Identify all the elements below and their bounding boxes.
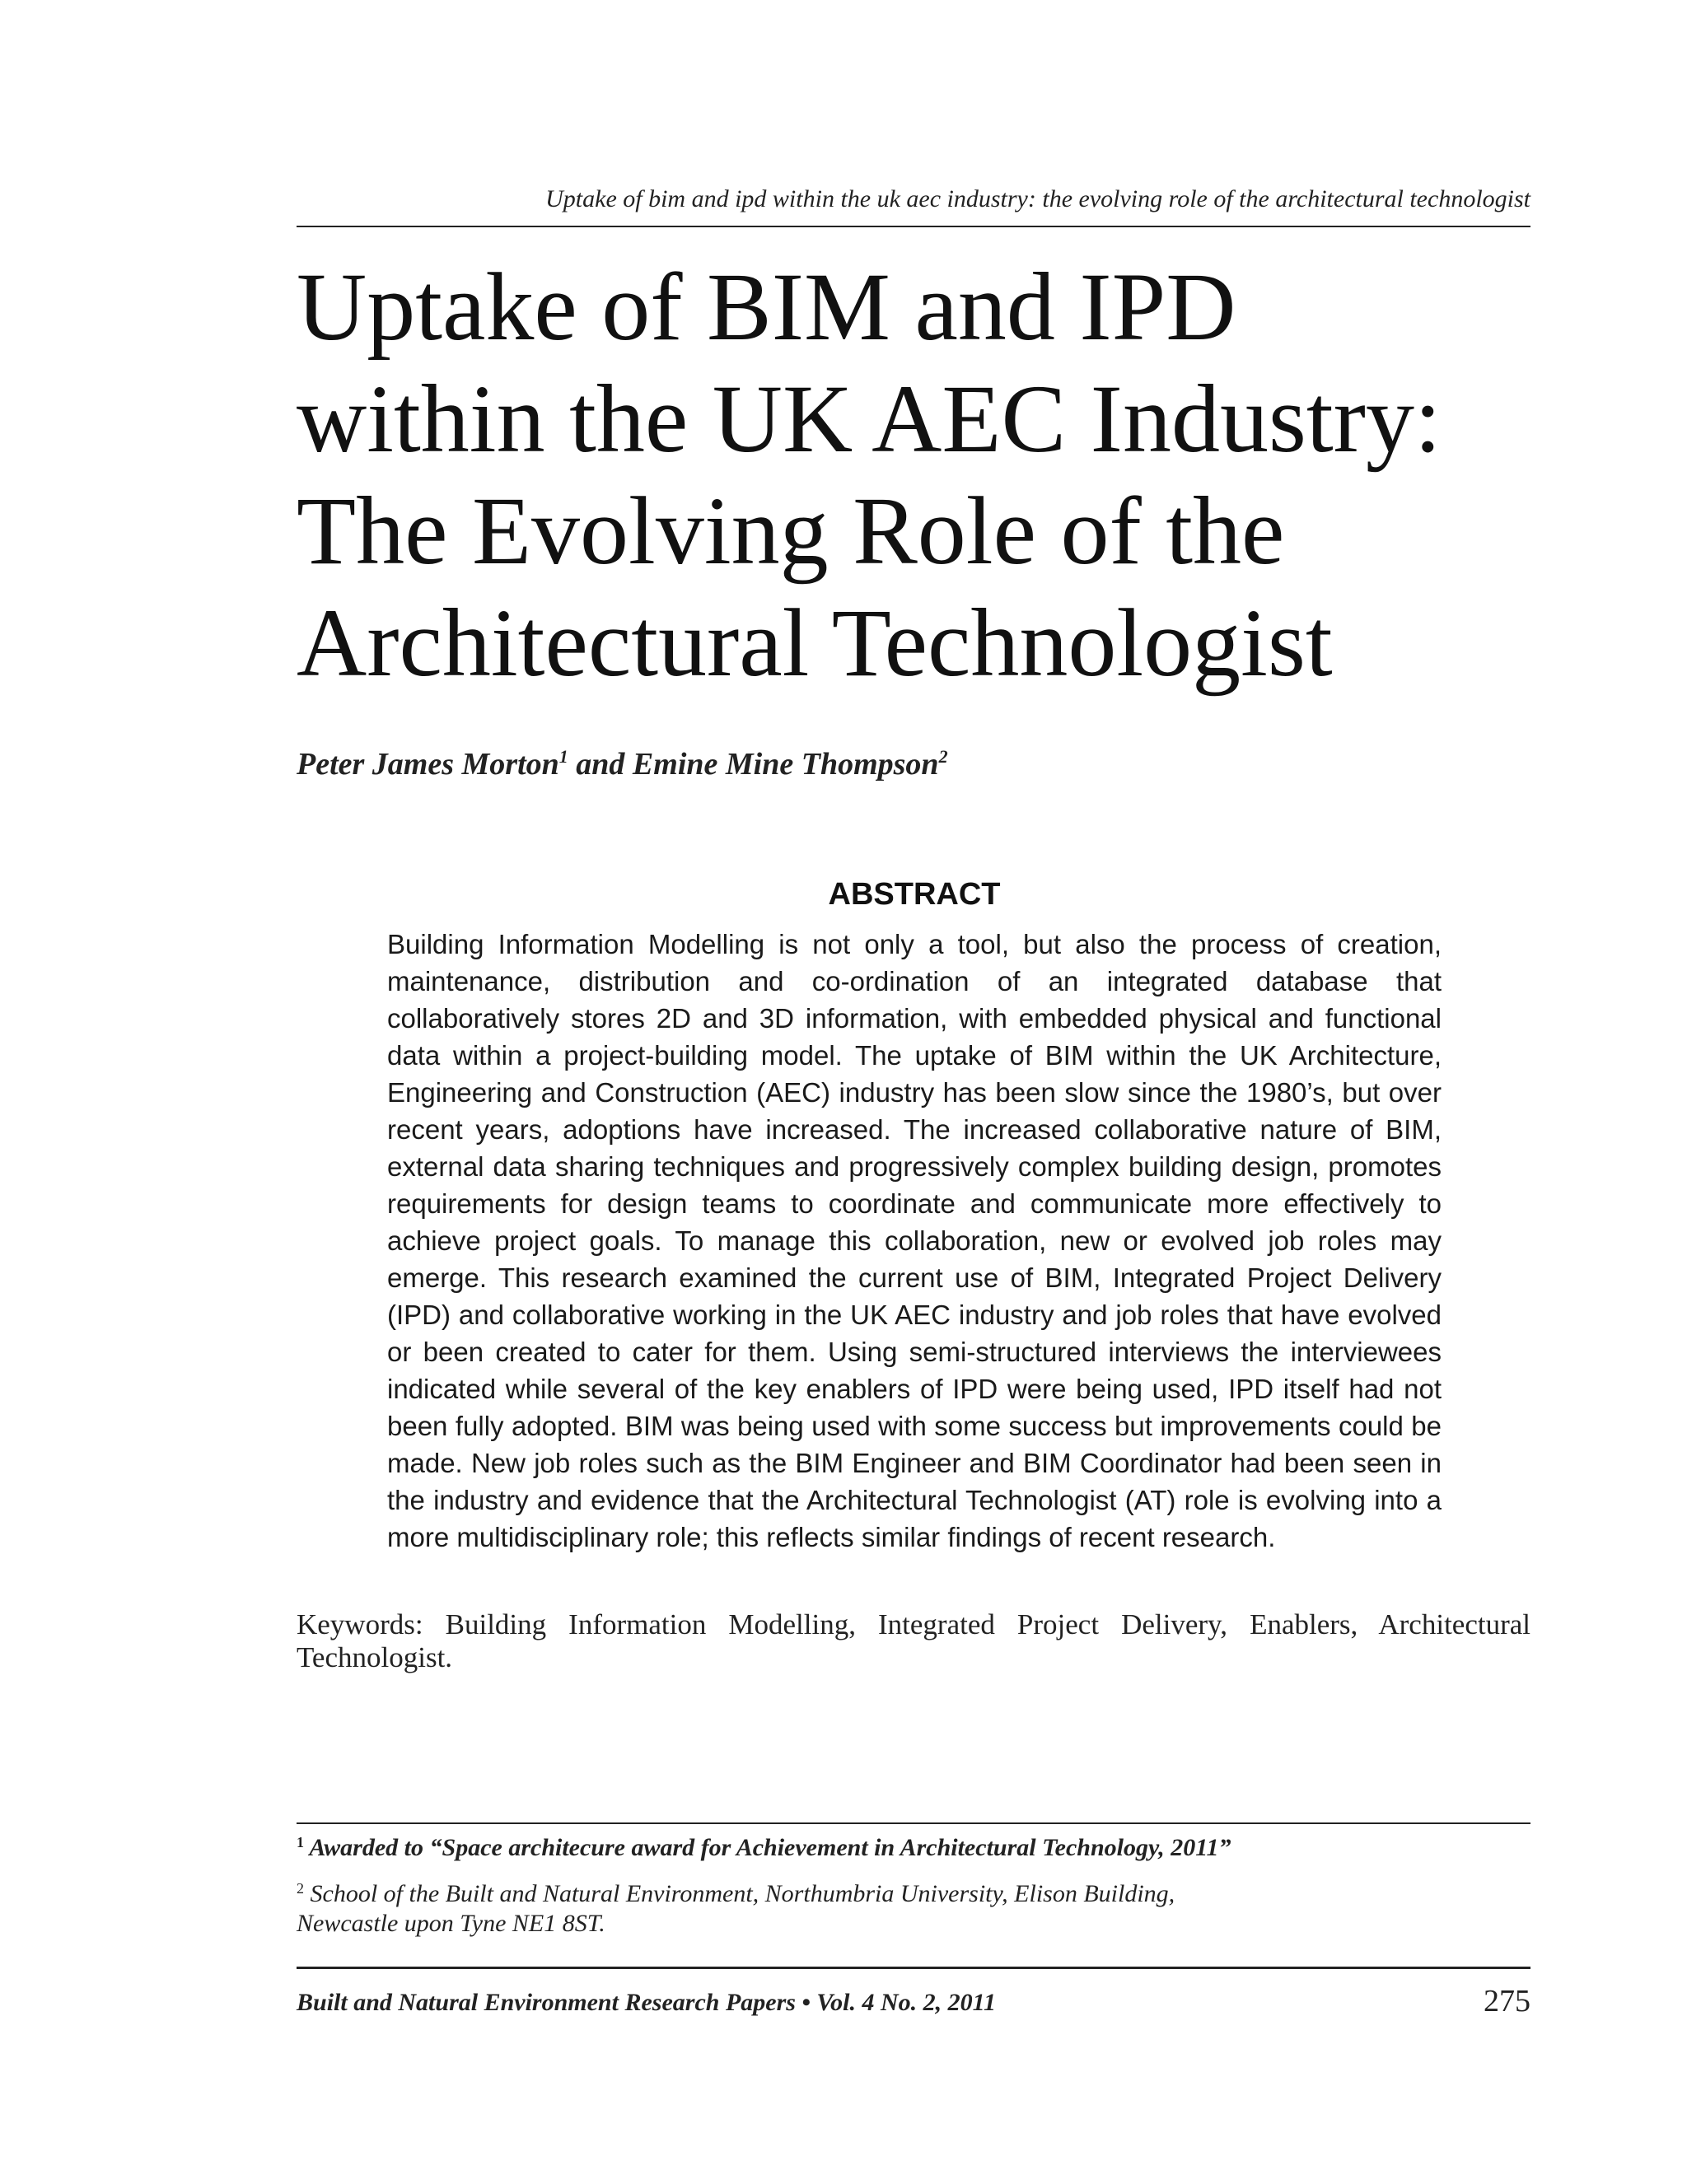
- header-rule: [297, 226, 1530, 227]
- author-name: Peter James Morton: [297, 747, 559, 782]
- page-footer: [297, 1983, 1530, 2024]
- footnote-text: School of the Built and Natural Environment, Northumbria University, Elison Building,: [310, 1880, 1175, 1907]
- journal-citation: Built and Natural Environment Research Papers • Vol. 4 No. 2, 2011: [297, 1989, 996, 2016]
- footnote-text: Newcastle upon Tyne NE1 8ST.: [297, 1910, 605, 1937]
- footnote-rule: [297, 1822, 1530, 1824]
- keywords: Keywords: Building Information Modelling, Integrated Project Delivery, Enablers, Architectural Technologist.: [297, 1608, 1530, 1673]
- paper-title: [297, 251, 1532, 699]
- footnote-marker: 1: [297, 1834, 304, 1850]
- abstract-heading: ABSTRACT: [828, 877, 1001, 912]
- title-line: The Evolving Role of the: [297, 477, 1285, 585]
- abstract-text: Building Information Modelling is not only a tool, but also the process of creation, maintenance, distribution and co-ordination of an integrated database that collaboratively stores 2D and 3D information, with embedded physical and functional data within a project-building model. The uptake of BIM within the UK Architecture, Engineering and Construction (AEC) industry has been slow since the 1980’s, but over recent years, adoptions have increased. The increased collaborative nature of BIM, external data sharing techniques and progressively complex building design, promotes requirements for design teams to coordinate and communicate more effectively to achieve project goals. To manage this collaboration, new or evolved job roles may emerge. This research examined the current use of BIM, Integrated Project Delivery (IPD) and collaborative working in the UK AEC industry and job roles that have evolved or been created to cater for them. Using semi-structured interviews the interviewees indicated while several of the key enablers of IPD were being used, IPD itself had not been fully adopted. BIM was being used with some success but improvements could be made. New job roles such as the BIM Engineer and BIM Coordinator had been seen in the industry and evidence that the Architectural Technologist (AT) role is evolving into a more multidisciplinary role; this reflects similar findings of recent research.: [387, 929, 1442, 1552]
- footnote-marker: 2: [297, 1880, 304, 1897]
- author-conjunction: and: [576, 747, 625, 782]
- author-name: Emine Mine Thompson: [632, 747, 939, 782]
- title-line: Architectural Technologist: [297, 589, 1333, 697]
- page-number: 275: [1484, 1984, 1530, 2018]
- author-list: [297, 744, 948, 784]
- title-line: Uptake of BIM and IPD: [297, 253, 1236, 361]
- footnote-marker: 1: [558, 746, 568, 767]
- running-head: Uptake of bim and ipd within the uk aec industry: the evolving role of the architectural technologist: [545, 185, 1530, 212]
- title-line: within the UK AEC Industry:: [297, 365, 1442, 473]
- footer-rule: [297, 1967, 1530, 1969]
- footnote-marker: 2: [938, 746, 948, 767]
- footnotes: [297, 1833, 1530, 1939]
- footnote-1: [297, 1833, 1530, 1863]
- footnote-text: Awarded to “Space architecure award for Achievement in Architectural Technology, 2011”: [309, 1834, 1231, 1861]
- footnote-2: [297, 1879, 1530, 1939]
